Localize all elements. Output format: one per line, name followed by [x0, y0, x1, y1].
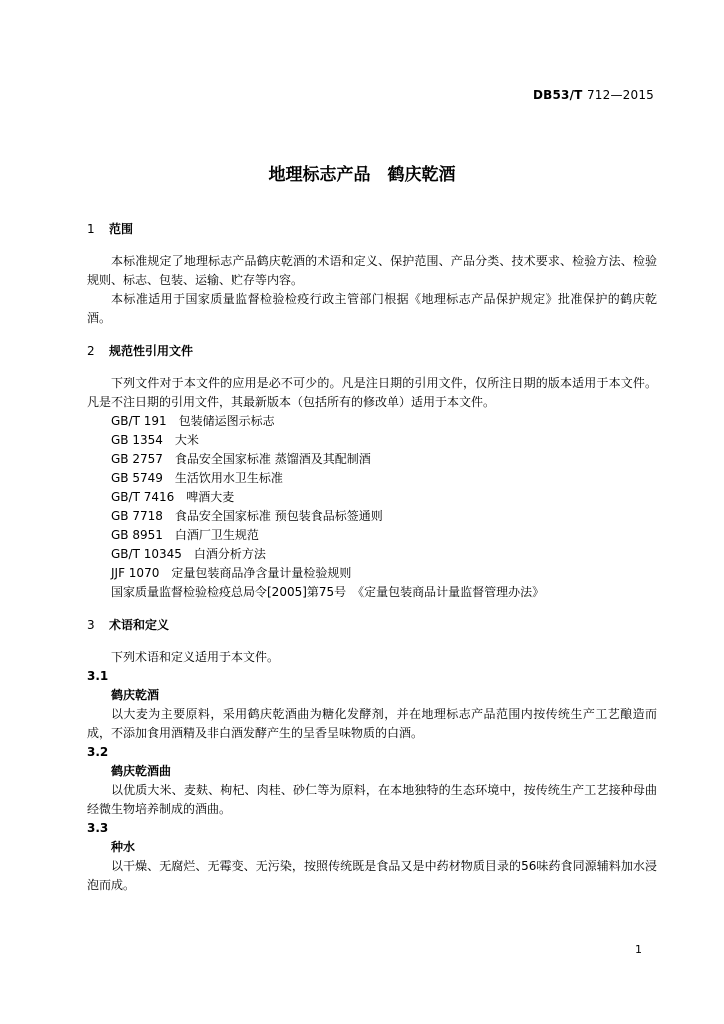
term-name: 鹤庆乾酒 — [111, 688, 160, 702]
term-definition: 以大麦为主要原料，采用鹤庆乾酒曲为糖化发酵剂，并在地理标志产品范围内按传统生产工艺酿造而成，不添加食用酒精及非白酒发酵产生的呈香呈味物质的白酒。 — [87, 707, 657, 740]
section-number: 3 — [87, 618, 95, 632]
term-definition: 以优质大米、麦麸、枸杞、肉桂、砂仁等为原料，在本地独特的生态环境中，按传统生产工艺接种母曲经微生物培养制成的酒曲。 — [87, 783, 657, 816]
section-title: 范围 — [109, 222, 134, 236]
term-name: 鹤庆乾酒曲 — [111, 764, 172, 778]
term-definition: 以干燥、无腐烂、无霉变、无污染，按照传统既是食品又是中药材物质目录的56味药食同源辅料加水浸泡而成。 — [87, 859, 657, 892]
section-heading-terms-definitions — [87, 616, 657, 635]
section-title: 规范性引用文件 — [109, 344, 194, 358]
reference-item: 国家质量监督检验检疫总局令[2005]第75号 《定量包装商品计量监督管理办法》 — [111, 585, 545, 599]
document-title: 地理标志产品 鹤庆乾酒 — [268, 165, 456, 185]
paragraph: 本标准规定了地理标志产品鹤庆乾酒的术语和定义、保护范围、产品分类、技术要求、检验方法、检验规则、标志、包装、运输、贮存等内容。 — [87, 254, 657, 287]
paragraph: 下列文件对于本文件的应用是必不可少的。凡是注日期的引用文件，仅所注日期的版本适用于本文件。凡是不注日期的引用文件，其最新版本（包括所有的修改单）适用于本文件。 — [87, 376, 657, 409]
reference-item: GB/T 7416 啤酒大麦 — [111, 490, 235, 504]
reference-item: GB/T 10345 白酒分析方法 — [111, 547, 266, 561]
term-number: 3.2 — [87, 745, 109, 759]
term-number: 3.3 — [87, 821, 109, 835]
section-number: 1 — [87, 222, 95, 236]
page-number: 1 — [635, 943, 642, 956]
section-number: 2 — [87, 344, 95, 358]
reference-item: GB 7718 食品安全国家标准 预包装食品标签通则 — [111, 509, 383, 523]
section-title: 术语和定义 — [109, 618, 170, 632]
standard-prefix: DB53/T — [532, 88, 583, 102]
paragraph: 本标准适用于国家质量监督检验检疫行政主管部门根据《地理标志产品保护规定》批准保护的鹤庆乾酒。 — [87, 292, 657, 325]
reference-item: GB 8951 白酒厂卫生规范 — [111, 528, 259, 542]
standard-code — [533, 88, 654, 102]
paragraph: 下列术语和定义适用于本文件。 — [111, 650, 280, 664]
term-name: 种水 — [111, 840, 136, 854]
section-heading-normative-references — [87, 342, 657, 361]
term-number: 3.1 — [87, 669, 109, 683]
reference-item: JJF 1070 定量包装商品净含量计量检验规则 — [111, 566, 352, 580]
reference-item: GB 2757 食品安全国家标准 蒸馏酒及其配制酒 — [111, 452, 371, 466]
reference-item: GB 1354 大米 — [111, 433, 199, 447]
document-body — [87, 220, 657, 895]
reference-item: GB 5749 生活饮用水卫生标准 — [111, 471, 283, 485]
standard-number: 712—2015 — [586, 88, 654, 102]
reference-item: GB/T 191 包装储运图示标志 — [111, 414, 275, 428]
section-heading-scope — [87, 220, 657, 239]
